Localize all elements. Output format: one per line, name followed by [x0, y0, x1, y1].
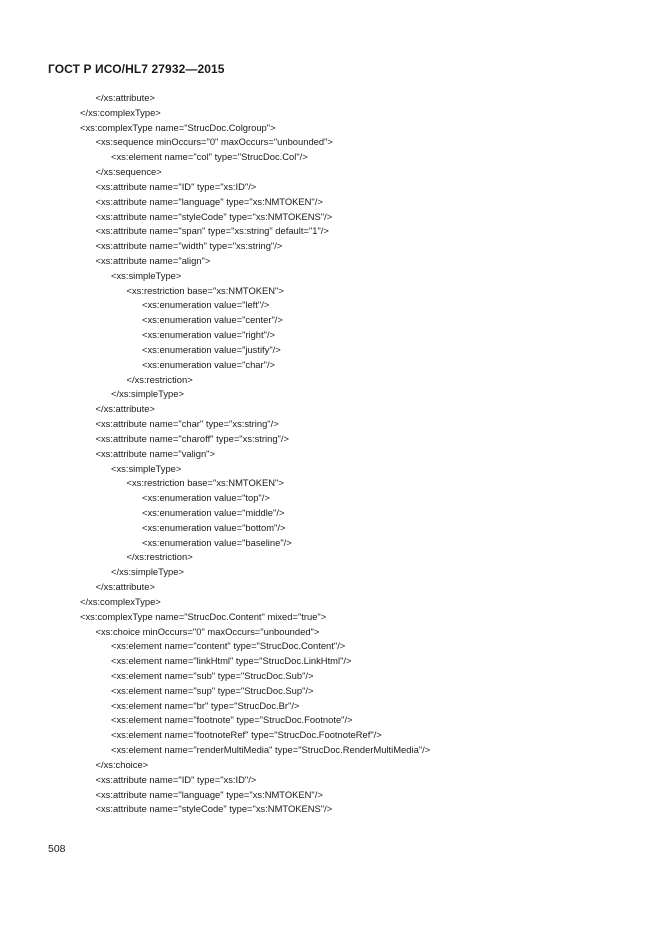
code-line: <xs:element name="renderMultiMedia" type="StrucDoc.RenderMultiMedia"/>: [111, 744, 431, 756]
code-line: </xs:complexType>: [80, 106, 161, 118]
code-line: <xs:enumeration value="middle"/>: [142, 506, 285, 518]
code-line: </xs:attribute>: [95, 92, 155, 103]
code-line: <xs:element name="sup" type="StrucDoc.Sup"/>: [111, 684, 314, 696]
code-line: </xs:restriction>: [126, 373, 193, 385]
code-line: <xs:enumeration value="left"/>: [142, 299, 270, 311]
code-line: <xs:element name="linkHtml" type="StrucDoc.LinkHtml"/>: [111, 655, 352, 667]
code-line: <xs:enumeration value="right"/>: [142, 329, 276, 341]
document-header: ГОСТ Р ИСО/HL7 27932—2015: [48, 62, 225, 76]
code-line: <xs:attribute name="char" type="xs:string"/>: [95, 418, 279, 430]
code-line: <xs:attribute name="charoff" type="xs:string"/>: [95, 432, 289, 444]
code-line: <xs:complexType name="StrucDoc.Colgroup">: [80, 121, 276, 133]
code-line: <xs:enumeration value="top"/>: [142, 492, 270, 504]
code-line: <xs:attribute name="ID" type="xs:ID"/>: [95, 180, 257, 192]
code-line: <xs:attribute name="span" type="xs:string" default="1"/>: [95, 225, 329, 237]
code-line: <xs:attribute name="align">: [95, 255, 211, 267]
code-line: <xs:enumeration value="baseline"/>: [142, 536, 292, 548]
code-line: <xs:complexType name="StrucDoc.Content" mixed="true">: [80, 610, 327, 622]
code-line: </xs:choice>: [95, 758, 149, 770]
code-line: <xs:sequence minOccurs="0" maxOccurs="unbounded">: [95, 136, 333, 148]
code-line: <xs:attribute name="ID" type="xs:ID"/>: [95, 773, 257, 785]
code-line: <xs:enumeration value="char"/>: [142, 358, 276, 370]
code-line: <xs:enumeration value="bottom"/>: [142, 521, 286, 533]
code-line: <xs:element name="sub" type="StrucDoc.Sub"/>: [111, 669, 314, 681]
code-line: <xs:restriction base="xs:NMTOKEN">: [126, 284, 284, 296]
code-line: <xs:enumeration value="center"/>: [142, 314, 283, 326]
code-line: </xs:complexType>: [80, 595, 161, 607]
code-line: <xs:attribute name="styleCode" type="xs:NMTOKENS"/>: [95, 210, 333, 222]
code-line: <xs:enumeration value="justify"/>: [142, 343, 281, 355]
code-line: <xs:element name="footnote" type="StrucDoc.Footnote"/>: [111, 714, 353, 726]
code-line: <xs:simpleType>: [111, 462, 182, 474]
code-line: <xs:element name="content" type="StrucDoc.Content"/>: [111, 640, 346, 652]
code-line: <xs:element name="br" type="StrucDoc.Br"/>: [111, 699, 300, 711]
code-line: <xs:choice minOccurs="0" maxOccurs="unbounded">: [95, 625, 320, 637]
code-line: </xs:attribute>: [95, 403, 155, 415]
code-line: </xs:simpleType>: [111, 566, 184, 578]
code-line: </xs:attribute>: [95, 581, 155, 593]
page-number: 508: [48, 843, 66, 855]
code-line: <xs:attribute name="valign">: [95, 447, 215, 459]
code-line: <xs:attribute name="language" type="xs:NMTOKEN"/>: [95, 788, 323, 800]
code-line: </xs:simpleType>: [111, 388, 184, 400]
code-line: <xs:simpleType>: [111, 269, 182, 281]
code-line: <xs:element name="footnoteRef" type="StrucDoc.FootnoteRef"/>: [111, 729, 382, 741]
code-line: </xs:restriction>: [126, 551, 193, 563]
code-line: <xs:attribute name="width" type="xs:string"/>: [95, 240, 283, 252]
code-line: <xs:restriction base="xs:NMTOKEN">: [126, 477, 284, 489]
code-line: <xs:attribute name="styleCode" type="xs:NMTOKENS"/>: [95, 803, 333, 815]
code-line: </xs:sequence>: [95, 166, 162, 178]
code-line: <xs:attribute name="language" type="xs:NMTOKEN"/>: [95, 195, 323, 207]
code-line: <xs:element name="col" type="StrucDoc.Col"/>: [111, 151, 308, 163]
